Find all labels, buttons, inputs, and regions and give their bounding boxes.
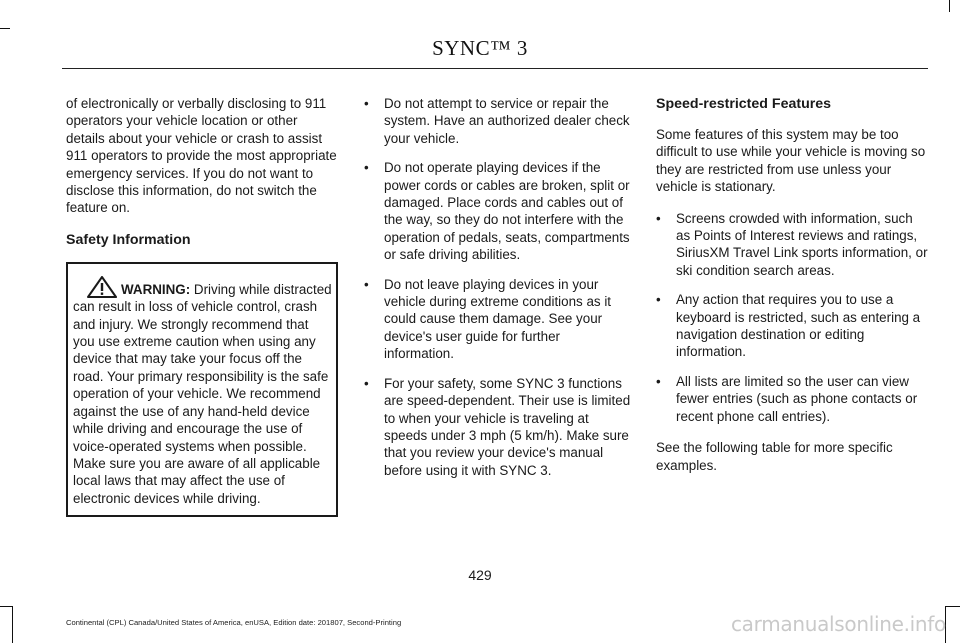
header-divider: [62, 68, 928, 69]
column-right: [656, 95, 928, 488]
crop-mark: [949, 0, 950, 12]
list-item: • All lists are limited so the user can view fewer entries (such as phone contacts or recent phone call entries).: [656, 373, 928, 425]
list-item: • For your safety, some SYNC 3 functions are speed-dependent. Their use is limited to when your vehicle is traveling at speeds under 3 mph (5 km/h). Make sure that you review your device's manual before using it with SYNC 3.: [364, 375, 632, 479]
section-heading-safety: Safety Information: [66, 231, 191, 248]
list-item: • Any action that requires you to use a keyboard is restricted, such as entering a navigation destination or editing information.: [656, 291, 928, 361]
column-left: [66, 95, 338, 517]
column-middle: [364, 95, 632, 493]
page-number: 429: [468, 567, 492, 583]
warning-label: WARNING:: [121, 281, 191, 297]
list-item: • Do not operate playing devices if the power cords or cables are broken, split or damaged. Place cords and cables out of the way, so they do not interfere with the operation of pedals, seats, compartments or safe driving abilities.: [364, 159, 632, 263]
warning-text: Driving while distracted can result in loss of vehicle control, crash and injury. We strongly recommend that you use extreme caution when using any device that may take your focus off the road. Your primary responsibility is the safe operation of your vehicle. We recommend against the use of any hand-held device while driving and encourage the use of voice-operated systems when possible. Make sure you are aware of all applicable local laws that may affect the use of electronic devices while driving.: [73, 281, 332, 506]
intro-paragraph: of electronically or verbally disclosing to 911 operators your vehicle location or other details about your vehicle or crash to assist 911 operators to provide the most appropriate emergency services. If you do not want to disclose this information, do not switch the feature on.: [66, 96, 337, 216]
crop-mark: [0, 28, 10, 29]
list-item: • Do not attempt to service or repair the system. Have an authorized dealer check your vehicle.: [364, 95, 632, 147]
edition-footer: Continental (CPL) Canada/United States of America, enUSA, Edition date: 201807, Second-Printing: [66, 618, 402, 627]
outro-paragraph: See the following table for more specific examples.: [656, 440, 893, 473]
crop-mark: [945, 606, 960, 607]
watermark: carmanualsonline.info: [730, 612, 946, 636]
list-item: • Screens crowded with information, such as Points of Interest reviews and ratings, SiriusXM Travel Link sports information, or ski condition search areas.: [656, 210, 928, 280]
restricted-features-list: [656, 210, 928, 425]
crop-mark: [12, 606, 13, 643]
page-header-title: SYNC™ 3: [432, 36, 528, 60]
crop-mark: [0, 606, 12, 607]
warning-box: [66, 262, 338, 517]
section-heading-speed-restricted: Speed-restricted Features: [656, 96, 832, 112]
warning-triangle-icon: [87, 276, 117, 298]
safety-bullet-list: [364, 95, 632, 479]
speed-intro-paragraph: Some features of this system may be too difficult to use while your vehicle is moving so they are restricted from use unless your vehicle is stationary.: [656, 127, 926, 195]
list-item: • Do not leave playing devices in your vehicle during extreme conditions as it could cause them damage. See your device's user guide for further information.: [364, 276, 632, 363]
